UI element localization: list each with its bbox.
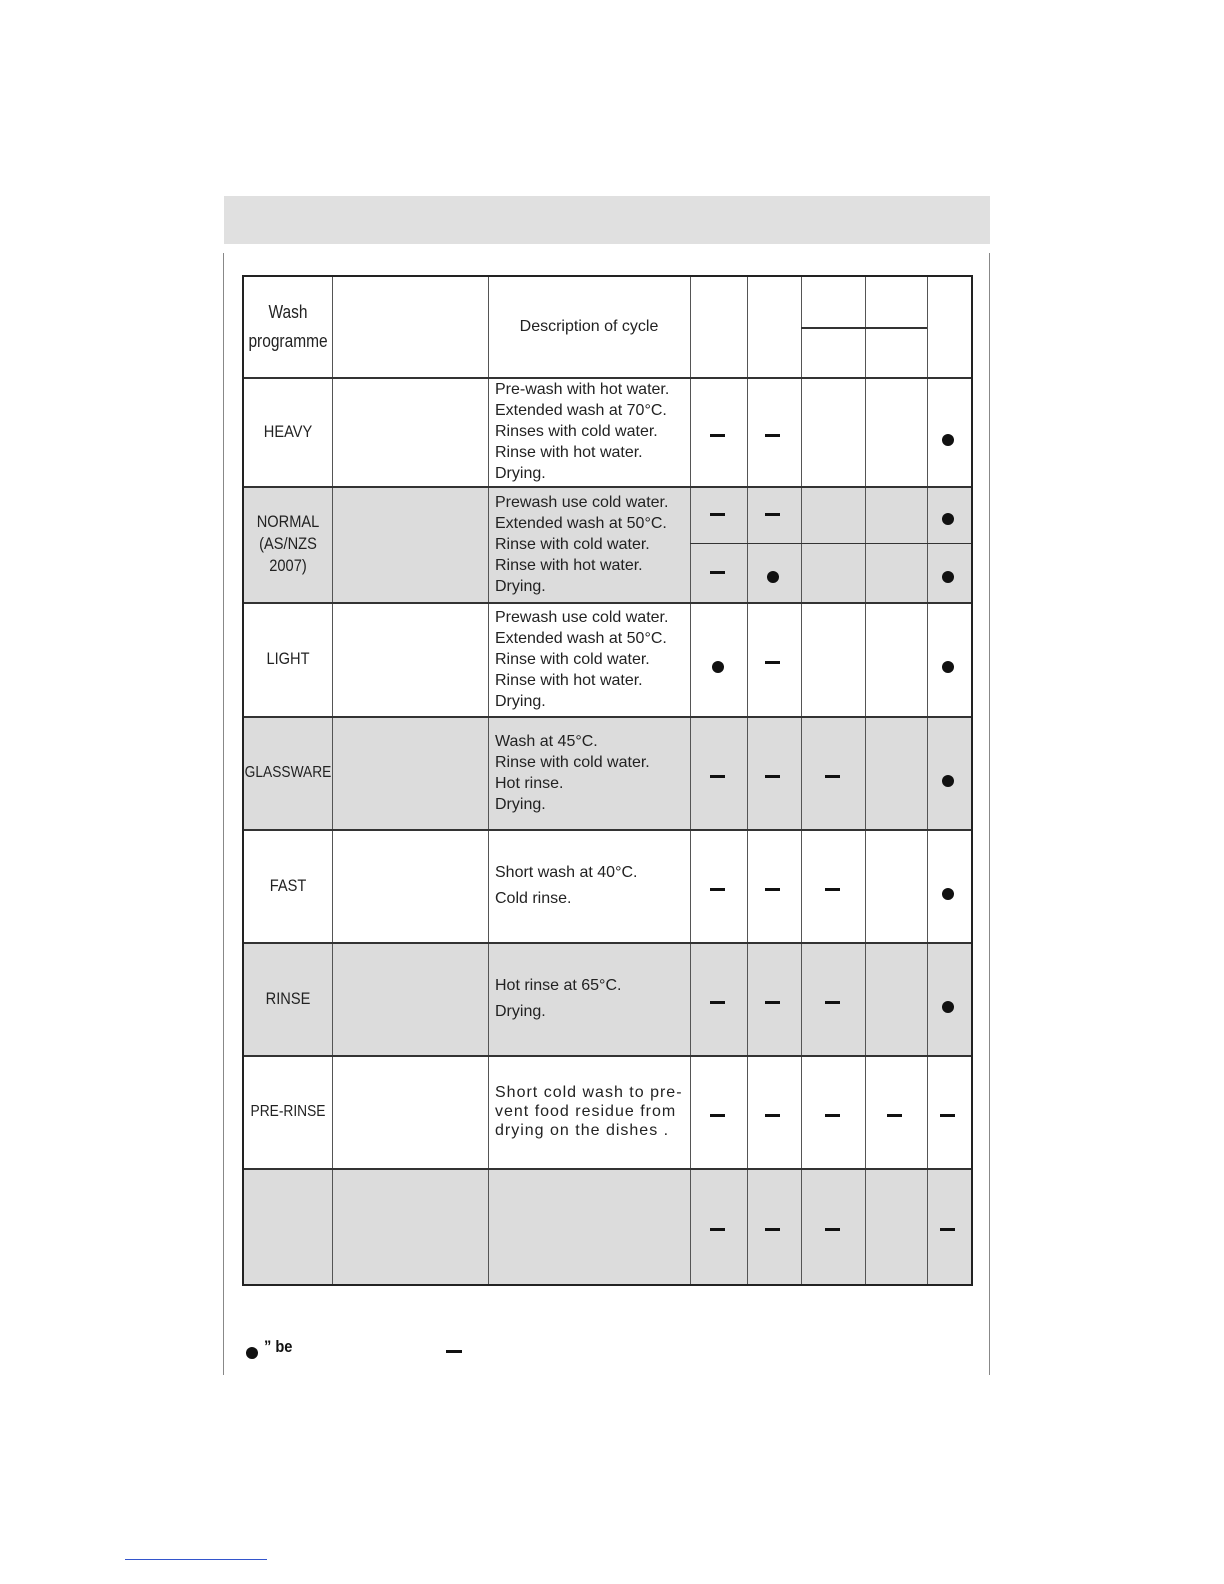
dash-mark bbox=[940, 1114, 955, 1117]
programme-name: PRE-RINSE bbox=[250, 1102, 326, 1120]
programme-name-cell bbox=[250, 942, 326, 1055]
dot-mark bbox=[942, 775, 954, 787]
dot-mark bbox=[942, 661, 954, 673]
dot-mark bbox=[942, 434, 954, 446]
dash-mark bbox=[710, 434, 725, 437]
programme-name-cell bbox=[250, 1168, 326, 1284]
dot-mark bbox=[942, 513, 954, 525]
legend-dot-text: ” be bbox=[264, 1337, 293, 1356]
column-divider bbox=[865, 277, 866, 1284]
dash-mark bbox=[765, 1228, 780, 1231]
header-programme-line: programme bbox=[248, 331, 328, 351]
column-divider bbox=[801, 277, 802, 1284]
programme-name: HEAVY bbox=[263, 421, 313, 441]
description-line: Drying. bbox=[495, 795, 546, 813]
description-line: Rinses with cold water. bbox=[495, 423, 658, 440]
dot-mark bbox=[942, 1001, 954, 1013]
programme-name-cell bbox=[250, 602, 326, 716]
programme-name-cell bbox=[250, 829, 326, 942]
description-line: Extended wash at 70°C. bbox=[495, 402, 667, 419]
description-line: Drying. bbox=[495, 1002, 546, 1020]
dash-mark bbox=[765, 513, 780, 516]
description-line: Short cold wash to pre- bbox=[495, 1084, 683, 1101]
dash-mark bbox=[940, 1228, 955, 1231]
header-description-label: Description of cycle bbox=[519, 318, 659, 335]
dash-mark bbox=[825, 888, 840, 891]
column-divider bbox=[690, 277, 691, 1284]
programme-name-cell bbox=[250, 1055, 326, 1168]
dash-mark bbox=[710, 1228, 725, 1231]
programme-name-cell bbox=[244, 716, 332, 829]
description-line: Hot rinse at 65°C. bbox=[495, 976, 622, 994]
column-divider bbox=[747, 277, 748, 1284]
description-line: drying on the dishes . bbox=[495, 1122, 670, 1139]
header-description bbox=[488, 277, 690, 377]
description-line: Prewash use cold water. bbox=[495, 608, 669, 626]
dot-mark bbox=[942, 571, 954, 583]
cycle-description-cell bbox=[488, 942, 690, 1055]
wash-programme-table bbox=[242, 275, 973, 1286]
description-line: Rinse with cold water. bbox=[495, 535, 650, 553]
dash-mark bbox=[765, 888, 780, 891]
description-line: Rinse with cold water. bbox=[495, 650, 650, 668]
page-header-band bbox=[224, 196, 990, 244]
footnote-underline bbox=[125, 1559, 267, 1560]
dash-mark bbox=[765, 1114, 780, 1117]
dash-mark bbox=[710, 571, 725, 574]
description-line: Extended wash at 50°C. bbox=[495, 514, 667, 532]
description-line: Drying. bbox=[495, 465, 546, 482]
header-group-divider bbox=[801, 327, 927, 329]
programme-name: RINSE bbox=[265, 988, 311, 1008]
description-line: Wash at 45°C. bbox=[495, 732, 598, 750]
description-line: Rinse with hot water. bbox=[495, 556, 643, 574]
header-programme bbox=[244, 277, 332, 377]
header-programme-line: Wash bbox=[268, 302, 308, 322]
description-line: vent food residue from bbox=[495, 1103, 677, 1120]
cycle-description-cell bbox=[488, 602, 690, 716]
description-line: Rinse with hot water. bbox=[495, 671, 643, 689]
dash-mark bbox=[710, 1114, 725, 1117]
description-line: Pre-wash with hot water. bbox=[495, 381, 670, 398]
cycle-description-cell bbox=[488, 486, 690, 602]
dot-mark bbox=[942, 888, 954, 900]
dash-mark bbox=[825, 1114, 840, 1117]
legend-dot-icon bbox=[246, 1347, 258, 1359]
programme-name: NORMAL bbox=[256, 512, 320, 531]
subrow-divider bbox=[690, 543, 971, 544]
dash-mark bbox=[765, 661, 780, 664]
dash-mark bbox=[825, 775, 840, 778]
dash-mark bbox=[765, 1001, 780, 1004]
programme-name: LIGHT bbox=[266, 649, 310, 668]
dash-mark bbox=[710, 1001, 725, 1004]
dot-mark bbox=[767, 571, 779, 583]
programme-name: GLASSWARE bbox=[244, 763, 332, 781]
programme-name: FAST bbox=[269, 875, 307, 895]
dash-mark bbox=[765, 434, 780, 437]
cycle-description-cell bbox=[488, 1055, 690, 1168]
description-line: Extended wash at 50°C. bbox=[495, 629, 667, 647]
page-left-rule bbox=[223, 253, 224, 1375]
dash-mark bbox=[825, 1001, 840, 1004]
description-line: Rinse with hot water. bbox=[495, 444, 643, 461]
description-line: Cold rinse. bbox=[495, 889, 572, 907]
dash-mark bbox=[887, 1114, 902, 1117]
programme-name: 2007) bbox=[269, 556, 307, 575]
cycle-description-cell bbox=[488, 829, 690, 942]
legend-dash-icon bbox=[446, 1350, 462, 1353]
description-line: Short wash at 40°C. bbox=[495, 863, 638, 881]
dot-mark bbox=[712, 661, 724, 673]
description-line: Rinse with cold water. bbox=[495, 753, 650, 771]
programme-name-cell bbox=[250, 377, 326, 486]
cycle-description-cell bbox=[488, 716, 690, 829]
page-right-rule bbox=[989, 253, 990, 1375]
description-line: Drying. bbox=[495, 577, 546, 595]
description-line: Prewash use cold water. bbox=[495, 493, 669, 511]
dash-mark bbox=[710, 775, 725, 778]
dash-mark bbox=[710, 888, 725, 891]
dash-mark bbox=[765, 775, 780, 778]
programme-name: (AS/NZS bbox=[259, 534, 317, 553]
description-line: Hot rinse. bbox=[495, 774, 564, 792]
column-divider bbox=[332, 277, 333, 1284]
column-divider bbox=[927, 277, 928, 1284]
cycle-description-cell bbox=[488, 1168, 690, 1284]
programme-name-cell bbox=[250, 486, 326, 602]
dash-mark bbox=[710, 513, 725, 516]
description-line: Drying. bbox=[495, 692, 546, 710]
dash-mark bbox=[825, 1228, 840, 1231]
cycle-description-cell bbox=[488, 377, 690, 486]
